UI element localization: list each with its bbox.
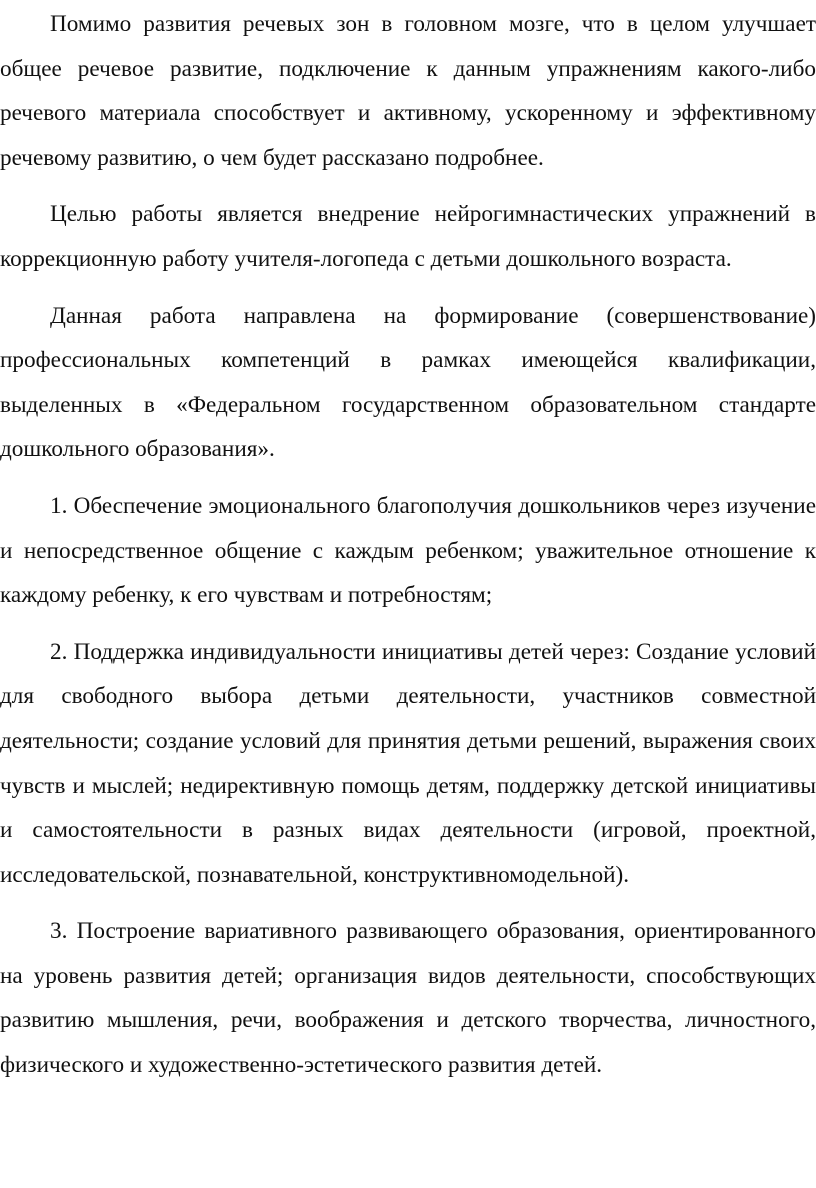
list-item-2: 2. Поддержка индивидуальности инициативы детей через: Создание условий для свободного выбора детьми деятельности, участников совместной деятельности; создание условий для принятия детьми решений, выражения своих чувств и мыслей; недирективную помощь детям, поддержку детской инициативы и самостоятельности в разных видах деятельности (игровой, проектной, исследовательской, познавательной, конструктивномодельной).: [0, 638, 816, 888]
paragraph-competencies: Данная работа направлена на формирование (совершенствование) профессиональных компетенций в рамках имеющейся квалификации, выделенных в «Федеральном государственном образовательном стандарте дошкольного образования».: [0, 302, 816, 463]
list-item-3: 3. Построение вариативного развивающего образования, ориентированного на уровень развития детей; организация видов деятельности, способствующих развитию мышления, речи, воображения и детского творчества, личностного, физического и художественно-эстетического развития детей.: [0, 918, 816, 1079]
paragraph-intro: Помимо развития речевых зон в головном мозге, что в целом улучшает общее речевое развитие, подключение к данным упражнениям какого-либо речевого материала способствует и активному, ускоренному и эффективному речевому развитию, о чем будет рассказано подробнее.: [0, 11, 816, 171]
list-item-1: 1. Обеспечение эмоционального благополучия дошкольников через изучение и непосредственное общение с каждым ребенком; уважительное отношение к каждому ребенку, к его чувствам и потребностям;: [0, 492, 816, 609]
paragraph-goal: Целью работы является внедрение нейрогимнастических упражнений в коррекционную работу учителя-логопеда с детьми дошкольного возраста.: [0, 201, 816, 272]
